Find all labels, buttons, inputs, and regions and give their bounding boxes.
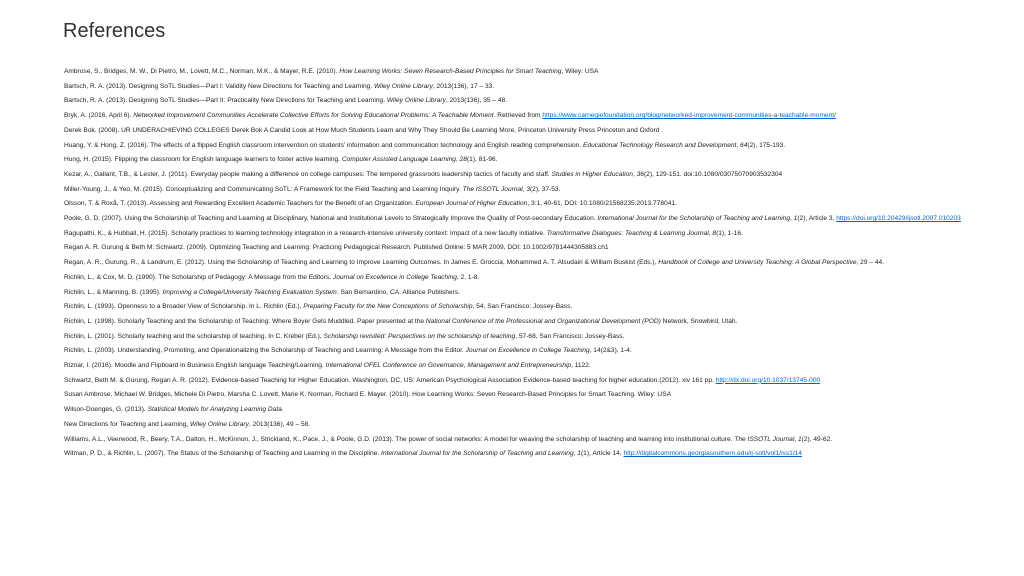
reference-text: , 57-68, San Francisco: Jossey-Bass. — [515, 332, 625, 340]
reference-text: New Directions for Teaching and Learning, — [64, 420, 190, 428]
reference-source-title: Journal on Excellence in College Teaching — [332, 273, 457, 281]
reference-source-title: Wiley Online Library — [386, 97, 446, 105]
reference-volume: 1 — [797, 435, 802, 443]
reference-text: , — [573, 450, 578, 458]
reference-entry — [64, 418, 984, 433]
reference-text: Richlin, L. (1993). Openness to a Broader View of Scholarship. In L. Richlin (Ed.), — [64, 303, 304, 311]
reference-text: (2), 175-193. — [747, 141, 786, 149]
reference-text: Ambrose, S., Bridges, M. W., Di Pietro, M., Lovett, M.C., Norman, M.K., & Mayer, R.E. (2010). — [64, 68, 340, 75]
reference-source-title: International Journal for the Scholarship of Teaching and Learning — [597, 215, 790, 223]
reference-text: , Wiley: USA — [561, 68, 599, 75]
reference-volume: 28 — [459, 156, 467, 164]
reference-text: Richlin, L. (2003). Understanding, Promoting, and Operationalizing the Scholarship of Teaching and Learning: A Message from the Editor. — [64, 347, 466, 355]
reference-text: Kezar, A., Gallant, T.B., & Lester, J. (2011). Everyday people making a difference on college campuses: The tempered grassroots leadership tactics of faculty and staff. — [64, 170, 552, 178]
reference-text: (1), 1-16. — [716, 229, 743, 237]
reference-volume: 64 — [740, 141, 748, 149]
reference-entry — [64, 300, 984, 315]
reference-entry — [64, 65, 984, 80]
reference-text: Bryk, A. (2016, April 6). — [64, 112, 134, 120]
reference-text: (2), 49-62. — [801, 435, 833, 443]
reference-text: Olsson, T. & Roxå, T. (2013). Assessing and Rewarding Excellent Academic Teachers for the Benefit of an Organization. — [64, 200, 416, 208]
reference-entry — [64, 315, 984, 330]
reference-entry — [64, 359, 984, 374]
reference-entry — [64, 212, 984, 227]
reference-entry — [64, 344, 984, 359]
reference-text: , — [522, 185, 527, 193]
reference-entry — [64, 330, 984, 345]
reference-entry — [64, 433, 984, 448]
reference-source-title: Handbook of College and University Teaching: A Global Perspective — [658, 259, 857, 267]
reference-source-title: International OFEL Conference on Governance, Management and Entrepreneurship — [325, 362, 572, 370]
reference-volume: 36 — [636, 170, 644, 178]
reference-source-title: How Learning Works: Seven Research-Based Principles for Smart Teaching — [339, 68, 562, 75]
reference-text: , — [794, 435, 798, 443]
reference-text: Derek Bok. (2008). UR UNDERACHIEVING COLLEGES Derek Bok A Candid Look at How Much Students Learn and Why They Should Be Learning More. Princeton University Press Princeton and Oxford . — [64, 126, 664, 134]
reference-text: Bartsch, R. A. (2013). Designing SoTL Studies—Part II: Practicality New Directions for Teaching and Learning. — [64, 97, 387, 105]
reference-text: , 2013(136), 35 – 48. — [445, 97, 508, 105]
reference-text: Richlin, L., & Manning, B. (1995). — [64, 288, 163, 296]
reference-source-title: Scholarship revisited: Perspectives on the scholarship of teaching — [323, 332, 516, 340]
reference-source-title: Studies in Higher Education — [551, 170, 633, 178]
reference-entry — [64, 109, 984, 124]
reference-source-title: Statistical Models for Analyzing Learning Data — [147, 406, 282, 414]
reference-text: , — [790, 215, 794, 223]
reference-source-title: Improving a College/University Teaching Evaluation System — [162, 288, 337, 296]
reference-entry — [64, 94, 984, 109]
reference-source-title: Transformative Dialogues: Teaching & Learning Journal — [546, 229, 709, 237]
reference-text: Ragupathi, K., & Hubball, H. (2015). Scholarly practices to learning technology integration in a research-intensive university context: Impact of a new faculty initiative. — [64, 229, 547, 237]
reference-text: Huang, Y. & Hong, Z. (2016). The effects of a flipped English classroom intervention on students’ information and communication technology and English reading comprehension. — [64, 141, 584, 149]
reference-text: . San Bernardino, CA: Alliance Publishers. — [336, 288, 460, 296]
reference-text: , 2013(136), 17 – 33. — [432, 82, 495, 90]
reference-text: Wilson-Doenges, G. (2013). — [64, 406, 148, 414]
reference-text: Regan A. R. Gurung & Beth M. Schwartz. (2009). Optimizing Teaching and Learning: Practicing Pedagogical Research. Published Online: 5 MAR 2009, DOI: 10.1002/9781444305883.ch1 — [64, 244, 609, 252]
reference-text: , 54, San Francisco: Jossey-Bass. — [472, 303, 573, 311]
reference-text: Poole, G. D. (2007). Using the Scholarship of Teaching and Learning at Disciplinary, National and Institutional Levels to Strategically Improve the Quality of Post-secondary Education. — [64, 215, 598, 223]
reference-list — [64, 65, 984, 462]
reference-volume: 8 — [712, 229, 717, 237]
reference-text: Regan, A. R., Gurung, R., & Landrum, E. (2012). Using the Scholarship of Teaching and Learning to Improve Learning Outcomes. In James E. Groccia, Mohammed A. T. Alsudairi & William Buskist (Eds.), — [64, 259, 659, 267]
reference-text: (2), Article 3, — [797, 215, 837, 223]
reference-source-title: European Journal of Higher Education — [415, 200, 528, 208]
reference-source-title: Preparing Faculty for the New Conceptions of Scholarship — [303, 303, 473, 311]
reference-entry — [64, 80, 984, 95]
reference-entry — [64, 197, 984, 212]
page-title: References — [63, 20, 166, 42]
reference-entry — [64, 388, 984, 403]
reference-text: (2), 129-151. doi:10.1080/03075070903532304 — [643, 170, 783, 178]
reference-volume: 3 — [526, 185, 530, 193]
reference-entry — [64, 286, 984, 301]
reference-text: (2), 37-53. — [529, 185, 561, 193]
reference-text: , 14(2&3), 1-4. — [589, 347, 632, 355]
reference-entry — [64, 374, 984, 389]
reference-volume: 1 — [577, 450, 581, 458]
reference-text: . — [281, 406, 284, 414]
reference-link[interactable]: https://doi.org/10.20429/ijsotl.2007.010203 — [836, 215, 961, 223]
reference-entry — [64, 241, 984, 256]
reference-entry — [64, 256, 984, 271]
reference-text: Richlin, L. (1998). Scholarly Teaching and the Scholarship of Teaching: Where Boyer Gets Muddled. Paper presented at the — [64, 317, 426, 325]
reference-text: (1), 81-96. — [466, 156, 498, 164]
reference-entry — [64, 447, 984, 462]
reference-source-title: The ISSOTL Journal — [734, 435, 795, 443]
reference-text: Hung, H. (2015). Flipping the classroom for English language learners to foster active learning. — [64, 156, 342, 164]
reference-text: , 2013(136), 49 – 58. — [248, 420, 311, 428]
reference-text: , 1122. — [571, 362, 591, 370]
reference-text: Williams, A.L., Veerwood, R., Beery, T.A., Dalton, H., McKinnon, J., Strickland, K., Pace, J., & Poole, G.D. (2013). The power of social networks: A model for weaving the scholarship of teaching and learning into institutional culture. — [64, 435, 735, 443]
reference-entry — [64, 153, 984, 168]
reference-text: Richlin, L. (2001). Scholarly teaching and the scholarship of teaching. In C. Kreber (Ed.), — [64, 332, 324, 340]
reference-link[interactable]: http://dx.doi.org/10.1037/13745-000 — [715, 376, 821, 384]
reference-text: , 3:1, 40-61, DOI: 10.1080/21568235.2013.778041. — [527, 200, 677, 208]
reference-volume: 1 — [793, 215, 798, 223]
reference-text: , 2, 1-8. — [456, 273, 480, 281]
reference-text: , — [632, 170, 637, 178]
reference-text: Schwartz, Beth M. & Gurung, Regan A. R. (2012). Evidence-based Teaching for Higher Education. Washington, DC, US: American Psychological Association Evidence-based teaching for higher education.(2012). xiv 161 pp. — [64, 376, 716, 384]
reference-source-title: The ISSOTL Journal — [462, 185, 523, 193]
reference-text: Miller-Young, J., & Yeo, M. (2015). Conceptualizing and Communicating SoTL: A Framework for the Field Teaching and Learning Inquiry. — [64, 185, 463, 193]
reference-text: Susan Ambrose, Michael W. Bridges, Michele Di Pietro, Marsha C. Lovett, Marie K. Norman, Richard E. Mayer. (2010). How Learning Works: Seven Research-Based Principles for Smart Teaching. Wiley: USA — [64, 391, 671, 399]
reference-text: Witman, P. D., & Richlin, L. (2007). The Status of the Scholarship of Teaching and Learning in the Discipline. — [64, 450, 382, 458]
reference-text: Riznar, I. (2016). Moodle and Flipboard in Business English language Teaching/Learning. — [64, 362, 326, 370]
reference-source-title: Wiley Online Library — [373, 82, 433, 90]
reference-entry — [64, 124, 984, 139]
reference-entry — [64, 227, 984, 242]
reference-text: . Retrieved from — [493, 112, 543, 120]
reference-text: Richlin, L., & Cox, M. D. (1990). The Scholarship of Pedagogy: A Message from the Editors. — [64, 273, 333, 281]
reference-entry — [64, 271, 984, 286]
reference-text: , — [708, 229, 713, 237]
reference-entry — [64, 139, 984, 154]
reference-source-title: Networked Improvement Communities Accelerate Collective Efforts for Solving Educational Problems: A Teachable Moment — [133, 112, 494, 120]
reference-source-title: Journal on Excellence in College Teaching — [465, 347, 590, 355]
reference-text: , — [736, 141, 741, 149]
reference-source-title: Computer Assisted Language Learning — [341, 156, 456, 164]
reference-source-title: Wiley Online Library — [189, 420, 249, 428]
reference-text: , — [455, 156, 460, 164]
reference-text: Bartsch, R. A. (2013). Designing SoTL Studies—Part I: Validity New Directions for Teaching and Learning. — [64, 82, 374, 90]
reference-entry — [64, 403, 984, 418]
reference-text: (1), Article 14, — [580, 450, 624, 458]
reference-source-title: National Conference of the Professional and Organizational Development (POD) — [425, 317, 661, 325]
reference-link[interactable]: https://www.carnegiefoundation.org/blog/networked-improvement-communities-a-teachable-moment/ — [542, 112, 836, 120]
reference-entry — [64, 183, 984, 198]
reference-text: Network, Snowbird, Utah. — [660, 317, 738, 325]
reference-source-title: International Journal for the Scholarship of Teaching and Learning — [381, 450, 574, 458]
reference-link[interactable]: http://digitalcommons.georgiasouthern.edu/ij-sotl/vol1/iss1/14 — [623, 450, 802, 458]
reference-source-title: Educational Technology Research and Development — [583, 141, 737, 149]
reference-entry — [64, 168, 984, 183]
reference-text: , 29 – 44. — [856, 259, 884, 267]
